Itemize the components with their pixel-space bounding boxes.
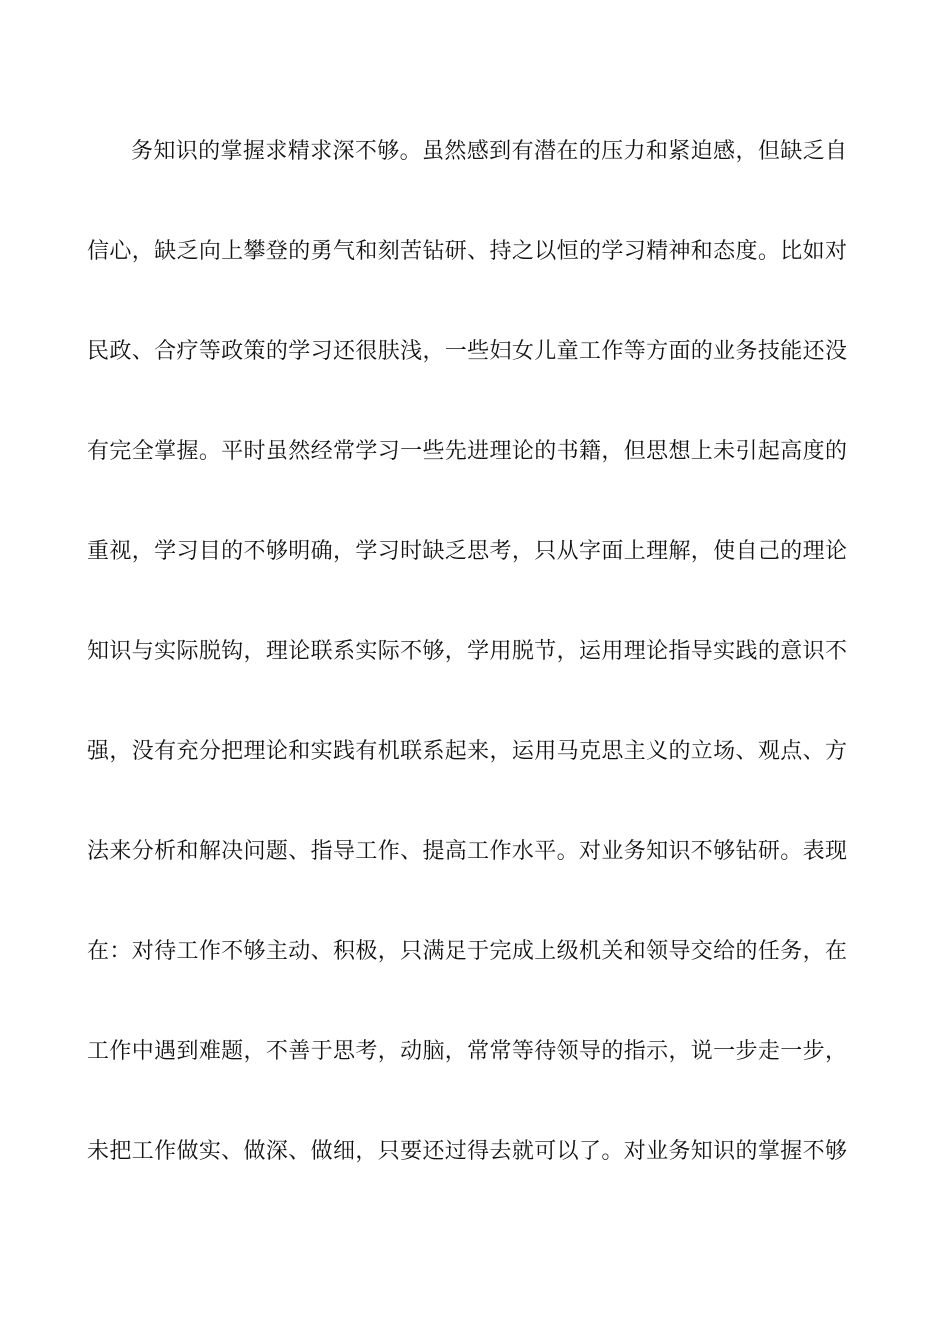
text-line: 务知识的掌握求精求深不够。虽然感到有潜在的压力和紧迫感，但缺乏自 [131, 139, 847, 164]
text-line: 未把工作做实、做深、做细，只要还过得去就可以了。对业务知识的掌握不够 [87, 1139, 847, 1164]
text-line: 知识与实际脱钩，理论联系实际不够，学用脱节，运用理论指导实践的意识不 [87, 639, 847, 664]
text-line: 民政、合疗等政策的学习还很肤浅，一些妇女儿童工作等方面的业务技能还没 [87, 339, 847, 364]
text-line: 工作中遇到难题，不善于思考，动脑，常常等待领导的指示，说一步走一步， [87, 1039, 847, 1064]
text-line: 信心，缺乏向上攀登的勇气和刻苦钻研、持之以恒的学习精神和态度。比如对 [87, 239, 847, 264]
text-line: 重视，学习目的不够明确，学习时缺乏思考，只从字面上理解，使自己的理论 [87, 539, 847, 564]
text-line: 有完全掌握。平时虽然经常学习一些先进理论的书籍，但思想上未引起高度的 [87, 439, 847, 464]
body-paragraph [87, 128, 847, 1228]
text-line: 强，没有充分把理论和实践有机联系起来，运用马克思主义的立场、观点、方 [87, 739, 847, 764]
text-line: 法来分析和解决问题、指导工作、提高工作水平。对业务知识不够钻研。表现 [87, 839, 847, 864]
text-line: 在：对待工作不够主动、积极，只满足于完成上级机关和领导交给的任务，在 [87, 939, 847, 964]
